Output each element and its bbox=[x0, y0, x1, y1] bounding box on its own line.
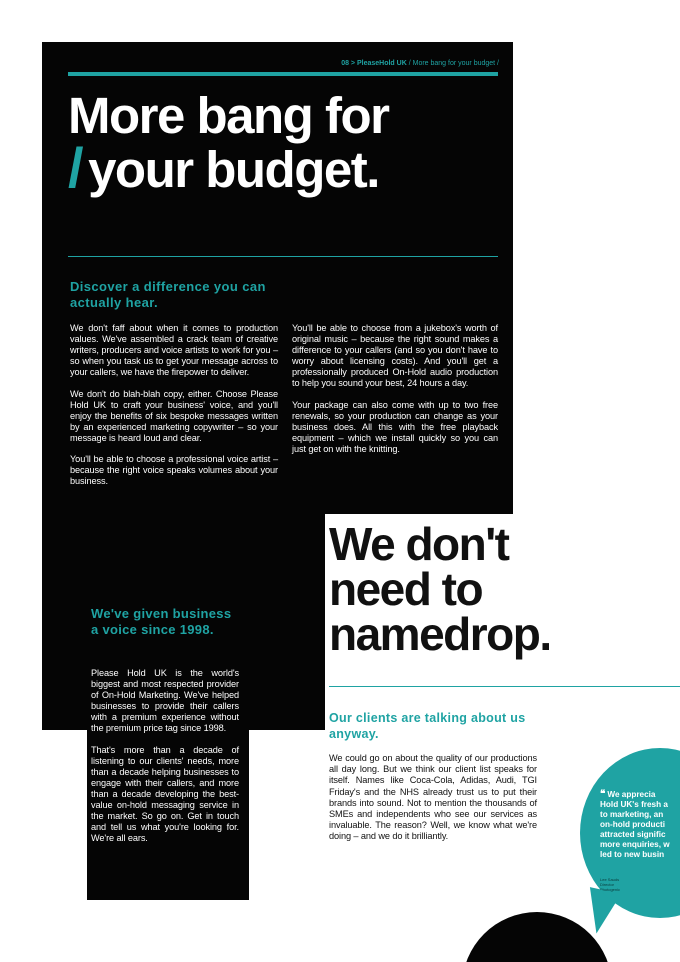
paragraph: We could go on about the quality of our productions all day long. But we think our client list speaks for itself. Names like Coca-Cola, Adidas, Audi, TGI Friday's and the NHS already trust us to put their brands into sound. Not to mention the thousands of SMEs and independents who see our services as invaluable. The reason? Well, we know what we're doing – and we do it brilliantly. bbox=[329, 753, 537, 842]
paragraph: You'll be able to choose from a jukebox's worth of original music – because the right sound makes a difference to your callers (and so you don't have to worry about licensing costs). And you'll get a professionally produced On-Hold audio production to help you sound your best, 24 hours a day. bbox=[292, 323, 498, 388]
title-line-2-text: your budget. bbox=[88, 141, 379, 198]
accent-slash: / bbox=[68, 136, 83, 199]
divider-rule bbox=[68, 256, 498, 257]
testimonial-attribution bbox=[600, 877, 680, 892]
attribution-name: Lee Sauds bbox=[600, 877, 620, 882]
breadcrumb-brand: PleaseHold UK bbox=[356, 60, 407, 67]
attribution-company: Photogenic bbox=[600, 887, 621, 892]
card-body bbox=[91, 668, 239, 854]
section-subheading: Discover a difference you can actually hear. bbox=[70, 279, 266, 310]
paragraph: Your package can also come with up to two free renewals, so your production can change as your business does. All this with the free playback equipment – which we install quickly so you can just get on with the knitting. bbox=[292, 399, 498, 454]
breadcrumb-section: / More bang for your budget / bbox=[408, 60, 499, 67]
paragraph: We don't faff about when it comes to production values. We've assembled a crack team of creative writers, producers and voice artists to work for you – so when you task us to get your message across to your callers, we have the firepower to deliver. bbox=[70, 323, 278, 377]
page-title bbox=[329, 518, 551, 660]
top-accent-line bbox=[68, 72, 498, 76]
quote-line: Hold UK's fresh a bbox=[600, 800, 668, 809]
quote-line: attracted signific bbox=[600, 830, 666, 839]
attribution-role: Director bbox=[600, 882, 615, 887]
quote-line: led to new busin bbox=[600, 850, 665, 859]
page-title bbox=[68, 87, 389, 199]
paragraph: We don't do blah-blah copy, either. Choose Please Hold UK to craft your business' voice, and you'll enjoy the benefits of six bespoke messages written by an experienced marketing copywriter – so your message is heard loud and clear. bbox=[70, 388, 278, 443]
divider-rule bbox=[329, 686, 680, 687]
quote-mark-icon: ❝ bbox=[600, 789, 606, 800]
title-line-1: More bang for bbox=[68, 87, 389, 144]
testimonial-quote bbox=[600, 790, 680, 860]
about-card bbox=[87, 593, 249, 900]
quote-line: more enquiries, w bbox=[600, 840, 670, 849]
body-column-left bbox=[70, 323, 278, 498]
title-line-3: namedrop. bbox=[329, 608, 551, 660]
quote-line: on-hold producti bbox=[600, 820, 666, 829]
title-line-2: need to bbox=[329, 563, 483, 615]
breadcrumb bbox=[341, 60, 499, 67]
paragraph: Please Hold UK is the world's biggest and most respected provider of On-Hold Marketing. We've helped businesses to provide their callers with a premium experience without the premium price tag since 1998. bbox=[91, 668, 239, 733]
paragraph: You'll be able to choose a professional voice artist – because the right voice speaks volumes about your business. bbox=[70, 454, 278, 486]
title-line-1: We don't bbox=[329, 518, 509, 570]
title-line-2 bbox=[68, 136, 389, 199]
paragraph: That's more than a decade of listening to our clients' needs, more than a decade helping businesses to engage with their callers, and more than a decade developing the best-value on-hold messaging service in the market. So go on. Get in touch and tell us what you're looking for. We're all ears. bbox=[91, 744, 239, 843]
section-subheading: Our clients are talking about us anyway. bbox=[329, 711, 526, 741]
body-text bbox=[329, 753, 537, 843]
card-heading: We've given business a voice since 1998. bbox=[91, 606, 232, 637]
breadcrumb-page-number: 08 > bbox=[341, 60, 356, 67]
body-column-right bbox=[292, 323, 498, 465]
quote-line: to marketing, an bbox=[600, 810, 664, 819]
quote-line: ❝ We apprecia bbox=[600, 789, 656, 800]
